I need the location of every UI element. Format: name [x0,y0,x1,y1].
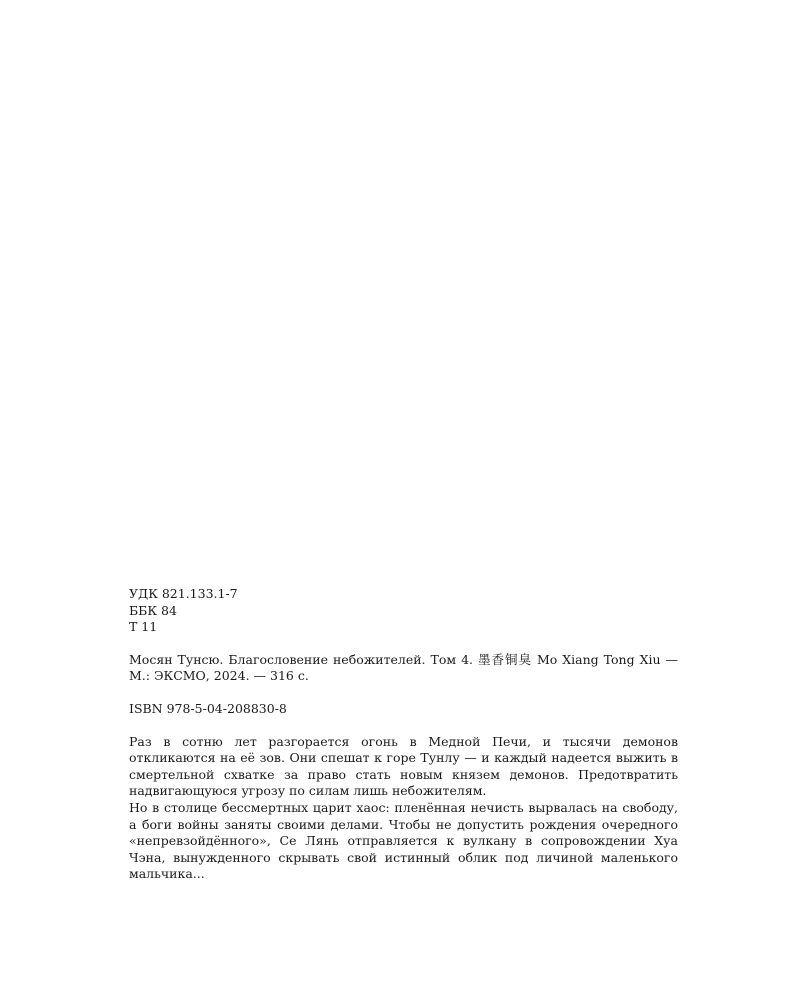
udk-code: УДК 821.133.1-7 [129,586,238,601]
bbk-code: ББК 84 [129,602,177,618]
annotation-paragraph: Раз в сотню лет разгорается огонь в Медной Печи, и тысячи демонов откликаются на её зов. Они спешат к горе Тунлу — и каждый надеется выжить в смертельной схватке за право стать новым князем демонов. Предотвратить надвигающуюся угрозу по силам лишь небожителям. [129,733,678,799]
author-mark: Т 11 [129,619,158,635]
imprint-block [129,586,678,883]
catalog-codes [129,586,678,636]
bibliographic-citation: Мосян Тунсю. Благословение небожителей. Том 4. 墨香铜臭 Mo Xiang Tong Xiu — М.: ЭКСМО, 2024. — 316 с. [129,651,678,684]
isbn: ISBN 978-5-04-208830-8 [129,700,287,716]
annotation-paragraph: Но в столице бессмертных царит хаос: пленённая нечисть вырвалась на свободу, а боги войны заняты своими делами. Чтобы не допустить рождения очередного «непревзойдённого», Се Лянь отправляется к вулкану в сопровождении Хуа Чэна, вынужденного скрывать свой истинный облик под личиной маленького мальчика... [129,799,678,882]
annotation [129,734,678,883]
